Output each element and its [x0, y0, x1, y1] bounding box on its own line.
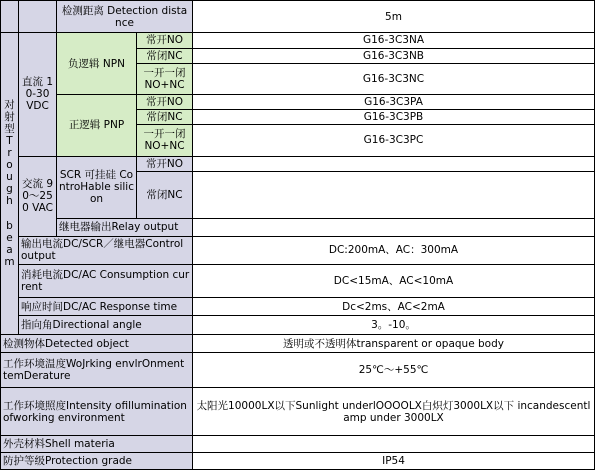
pnp-mode-no: 常开NO — [137, 94, 193, 109]
model-scr-no — [193, 156, 595, 171]
spec-label-illumination: 工作环境照度Intensity ofillumination ofworking environment — [1, 387, 193, 436]
spec-value-consumption: DC<15mA、AC<10mA — [193, 264, 595, 298]
model-npn-no-nc: G16-3C3NC — [193, 63, 595, 94]
header-blank — [1, 1, 19, 33]
relay-label: 继电器输出Relay output — [57, 219, 193, 236]
spec-row — [1, 353, 595, 388]
dc-voltage-label: 直流 10-30 VDC — [19, 33, 57, 156]
pnp-mode-nc: 常闭NC — [137, 110, 193, 125]
npn-mode-no: 常开NO — [137, 33, 193, 48]
spec-row — [1, 236, 595, 264]
npn-mode-no-nc: 一开一闭 NO+NC — [137, 63, 193, 94]
spec-label-response: 响应时间DC/AC Response time — [19, 298, 193, 316]
spec-row — [1, 298, 595, 316]
pnp-mode-no-nc: 一开一闭 NO+NC — [137, 125, 193, 156]
spec-label-protection: 防护等级Protection grade — [1, 452, 193, 469]
scr-mode-no: 常开NO — [137, 156, 193, 171]
model-pnp-nc: G16-3C3PB — [193, 110, 595, 125]
model-npn-no: G16-3C3NA — [193, 33, 595, 48]
header-blank-2 — [19, 1, 57, 33]
npn-label: 负逻辑 NPN — [57, 33, 137, 95]
model-row — [1, 156, 595, 171]
ac-voltage-label: 交流 90～250 VAC — [19, 156, 57, 236]
spec-row — [1, 334, 595, 352]
spec-row — [1, 264, 595, 298]
spec-value-response: Dc<2ms、AC<2mA — [193, 298, 595, 316]
spec-value-angle: 3。-10。 — [193, 316, 595, 334]
npn-mode-nc: 常闭NC — [137, 48, 193, 63]
spec-value-temperature: 25℃～+55℃ — [193, 353, 595, 388]
pnp-label: 正逻辑 PNP — [57, 94, 137, 156]
spec-label-shell: 外壳材料Shell materia — [1, 436, 193, 452]
scr-label: SCR 可挂硅 ControHable silicon — [57, 156, 137, 219]
model-scr-nc — [193, 171, 595, 219]
scr-mode-nc: 常闭NC — [137, 171, 193, 219]
spec-row — [1, 452, 595, 469]
model-relay — [193, 219, 595, 236]
spec-value-output: DC:200mA、AC：300mA — [193, 236, 595, 264]
model-row — [1, 94, 595, 109]
detection-row — [1, 1, 595, 33]
model-pnp-no: G16-3C3PA — [193, 94, 595, 109]
spec-value-shell — [193, 436, 595, 452]
spec-row — [1, 387, 595, 436]
model-row — [1, 219, 595, 236]
spec-label-angle: 指向角Directional angle — [19, 316, 193, 334]
detection-label: 检测距离 Detection distance — [57, 1, 193, 33]
spec-value-object: 透明或不透明体transparent or opaque body — [193, 334, 595, 352]
model-row — [1, 33, 595, 48]
detection-value: 5m — [193, 1, 595, 33]
spec-value-protection: IP54 — [193, 452, 595, 469]
spec-label-consumption: 消耗电流DC/AC Consumption current — [19, 264, 193, 298]
model-pnp-no-nc: G16-3C3PC — [193, 125, 595, 156]
spec-row — [1, 436, 595, 452]
beam-type-label: 对 射 型 T r o u g h b e a m — [1, 33, 19, 334]
spec-label-output: 输出电流DC/SCR／继电器Control output — [19, 236, 193, 264]
model-npn-nc: G16-3C3NB — [193, 48, 595, 63]
spec-label-temperature: 工作环境温度WoJrking envlrOnment temDerature — [1, 353, 193, 388]
spec-label-object: 检测物体Detected object — [1, 334, 193, 352]
spec-row — [1, 316, 595, 334]
spec-value-illumination: 太阳光10000LX以下Sunlight underlOOOOLX白炽灯3000LX以下 incandescentlamp under 3000LX — [193, 387, 595, 436]
